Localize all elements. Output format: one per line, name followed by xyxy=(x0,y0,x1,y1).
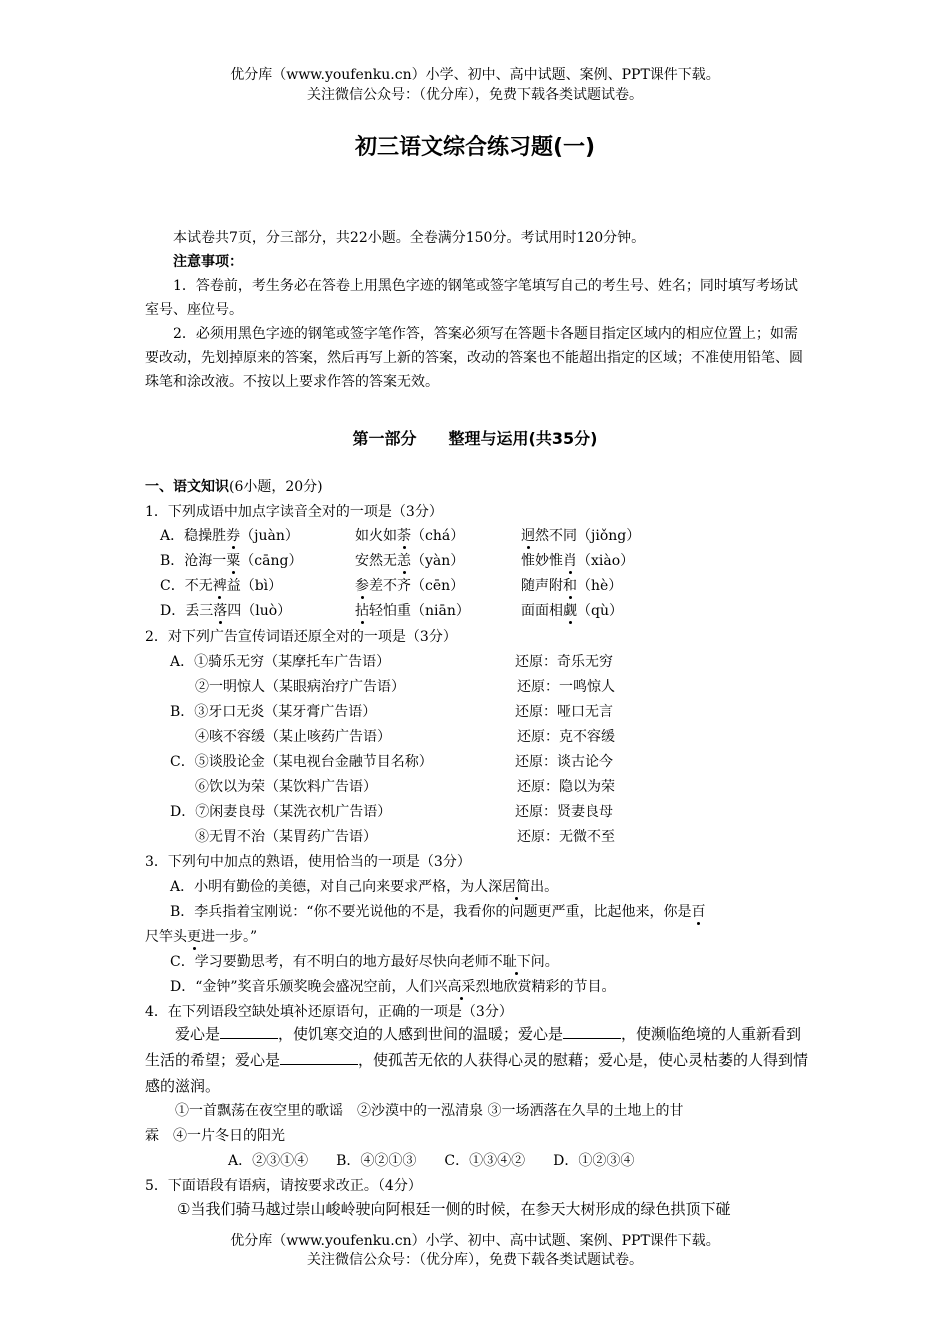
q2-row-3-right: 还原：哑口无言 xyxy=(515,704,613,720)
q1-c-col3: 随声附和（hè） xyxy=(521,578,623,594)
q5-text: ①当我们骑马越过崇山峻岭驶向阿根廷一侧的时候，在参天大树形成的绿色拱顶下碰 xyxy=(177,1200,731,1218)
q2-row-5-left: C．⑤谈股论金（某电视台金融节目名称） xyxy=(170,754,433,770)
page-title: 初三语文综合练习题(一) xyxy=(354,135,596,160)
q2-row-1-left: A．①骑乐无穷（某摩托车广告语） xyxy=(170,654,391,670)
q4-passage: 爱心是 ，使饥寒交迫的人感到世间的温暖；爱心是 ，使濒临绝境的人重新看到生活的希望；爱心是 ，使孤苦无依的人获得心灵的慰藉；爱心是，使心灵枯萎的人得到情感的滋润。 xyxy=(145,1021,810,1099)
q1-a-col2: 如火如荼（chá） xyxy=(355,528,465,544)
q2-row-5-right: 还原：谈古论今 xyxy=(515,754,613,770)
section1-heading xyxy=(145,476,323,496)
q3-option-c: C．学习要勤思考，有不明白的地方最好尽快向老师不耻下问。 xyxy=(170,954,559,970)
q2-row-2-right: 还原：一鸣惊人 xyxy=(517,679,615,695)
q1-c-col1: C．不无裨益（bì） xyxy=(160,578,283,594)
q2-row-6-right: 还原：隐以为荣 xyxy=(517,779,615,795)
q2-row-3-left: B．③牙口无炎（某牙膏广告语） xyxy=(170,704,377,720)
q2-row-4-right: 还原：克不容缓 xyxy=(517,729,615,745)
q4-stem: 4．在下列语段空缺处填补还原语句，正确的一项是（3分） xyxy=(145,1004,513,1020)
q1-d-col3: 面面相觑（qù） xyxy=(521,603,623,619)
q1-c-col2: 参差不齐（cēn） xyxy=(355,578,465,594)
section1-label: 一、语文知识 xyxy=(145,479,229,495)
q1-a-col3: 迥然不同（jiǒng） xyxy=(521,528,641,544)
q3-stem: 3．下列句中加点的熟语，使用恰当的一项是（3分） xyxy=(145,854,471,870)
footer-line-1: 优分库（www.youfenku.cn）小学、初中、高中试题、案例、PPT课件下载。 xyxy=(230,1233,720,1249)
q1-d-col1: D．丢三落四（luò） xyxy=(160,603,292,619)
q1-d-col2: 拈轻怕重（niān） xyxy=(355,603,470,619)
q4-blank-1 xyxy=(220,1022,278,1039)
footer-line-2: 关注微信公众号：（优分库），免费下载各类试题试卷。 xyxy=(307,1252,643,1268)
q4-options-line2: 霖 ④一片冬日的阳光 xyxy=(145,1128,285,1144)
q4-blank-3 xyxy=(280,1048,358,1065)
notice-2: 2．必须用黑色字迹的钢笔或签字笔作答，答案必须写在答题卡各题目指定区域内的相应位置上；如需要改动，先划掉原来的答案，然后再写上新的答案，改动的答案也不能超出指定的区域；不准使用铅笔、圆珠笔和涂改液。不按以上要求作答的答案无效。 xyxy=(145,326,803,390)
notice-1: 1．答卷前，考生务必在答卷上用黑色字迹的钢笔或签字笔填写自己的考生号、姓名；同时填写考场试室号、座位号。 xyxy=(145,278,798,318)
q5-stem: 5．下面语段有语病，请按要求改正。（4分） xyxy=(145,1178,422,1194)
part1-heading: 第一部分 整理与运用(共35分) xyxy=(352,429,598,448)
q3-option-b-line2: 尺竿头更进一步。” xyxy=(145,929,258,945)
q1-b-col3: 惟妙惟肖（xiào） xyxy=(521,553,635,569)
q2-stem: 2．对下列广告宣传词语还原全对的一项是（3分） xyxy=(145,629,457,645)
q4-options-line1: ①一首飘荡在夜空里的歌谣 ②沙漠中的一泓清泉 ③一场洒落在久旱的土地上的甘 xyxy=(175,1103,684,1119)
q2-row-7-left: D．⑦闲妻良母（某洗衣机广告语） xyxy=(170,804,392,820)
q3-option-d: D．“金钟”奖音乐颁奖晚会盛况空前，人们兴高采烈地欣赏精彩的节目。 xyxy=(170,979,616,995)
q4-blank-2 xyxy=(563,1022,621,1039)
q2-row-1-right: 还原：奇乐无穷 xyxy=(515,654,613,670)
header-line-1: 优分库（www.youfenku.cn）小学、初中、高中试题、案例、PPT课件下载。 xyxy=(230,67,720,83)
q3-option-a: A．小明有勤俭的美德，对自己向来要求严格，为人深居简出。 xyxy=(170,879,559,895)
notice-heading: 注意事项： xyxy=(173,254,243,270)
q2-row-2-left: ②一明惊人（某眼病治疗广告语） xyxy=(195,679,405,695)
q1-a-col1: A．稳操胜券（juàn） xyxy=(160,528,299,544)
intro-text: 本试卷共7页，分三部分，共22小题。全卷满分150分。考试用时120分钟。 xyxy=(173,230,646,246)
q2-row-4-left: ④咳不容缓（某止咳药广告语） xyxy=(195,729,391,745)
q2-row-8-right: 还原：无微不至 xyxy=(517,829,615,845)
q2-row-7-right: 还原：贤妻良母 xyxy=(515,804,613,820)
q2-row-8-left: ⑧无胃不治（某胃药广告语） xyxy=(195,829,377,845)
q3-option-b-line1: B．李兵指着宝刚说：“你不要光说他的不是，我看你的问题更严重，比起他来，你是百 xyxy=(170,904,706,920)
q1-stem: 1．下列成语中加点字读音全对的一项是（3分） xyxy=(145,504,443,520)
section1-note: (6小题，20分) xyxy=(229,479,323,495)
q1-b-col1: B．沧海一粟（cāng） xyxy=(160,553,303,569)
q2-row-6-left: ⑥饮以为荣（某饮料广告语） xyxy=(195,779,377,795)
q1-b-col2: 安然无恙（yàn） xyxy=(355,553,465,569)
header-line-2: 关注微信公众号：（优分库），免费下载各类试题试卷。 xyxy=(307,87,643,103)
q4-choices: A．②③①④ B．④②①③ C．①③④② D．①②③④ xyxy=(228,1153,635,1169)
